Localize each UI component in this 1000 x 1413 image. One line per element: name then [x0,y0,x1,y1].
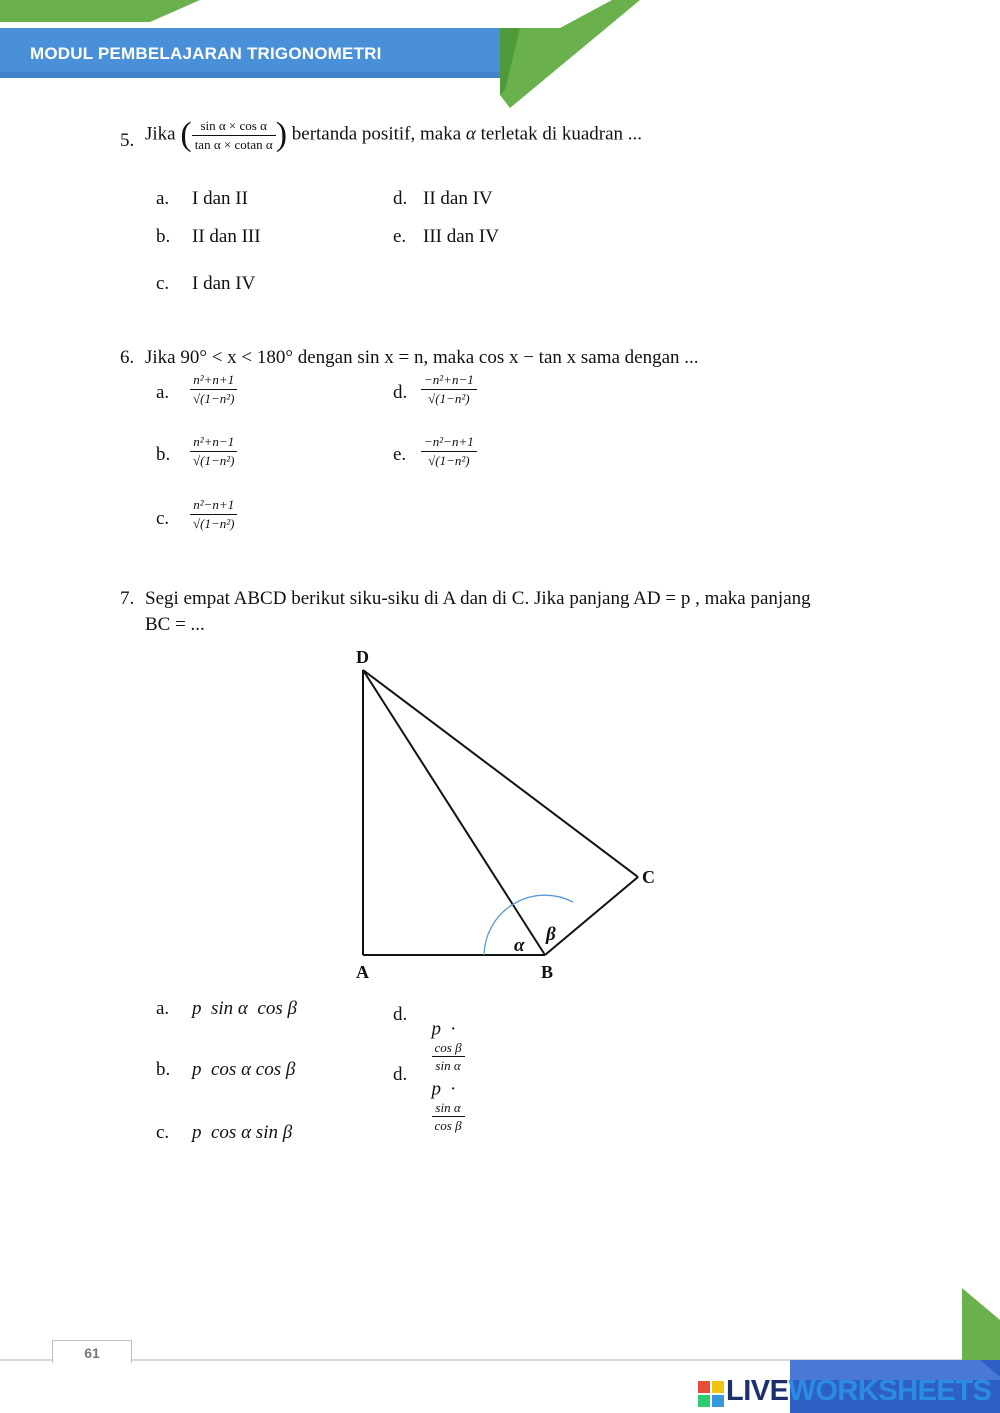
quadrilateral-figure [340,640,670,985]
liveworksheets-logo-icon [698,1381,724,1407]
q5-var: α [465,123,476,145]
q6-option-a-letter[interactable]: a. [156,382,170,403]
q5-option-a-letter[interactable]: a. [156,188,170,209]
q5-stem: Jika ( $\frac{\text{sin α × cos α}}{\text{tan α × cotan α}}$ ) bertanda positif, maka α terletak di kuadran ... [145,116,643,153]
q5-option-a[interactable]: I dan II [192,188,248,209]
q5-number: 5. [120,130,135,151]
q7-option-d1[interactable]: p · $\frac{\text{cos β}}{\text{sin α}}$ [422,996,465,1073]
q7-stem-line2: BC = ... [145,614,205,635]
q6-option-c[interactable]: $\frac{\text{n²−n+1}}{\text{√(1−n²)}}$ [190,498,237,530]
q7-option-d1-letter[interactable]: d. [393,1004,408,1025]
label-alpha: α [514,935,525,956]
q5-option-e[interactable]: III dan IV [423,226,499,247]
label-beta: β [546,924,556,945]
q7-option-a[interactable]: p sin α cos β [192,998,297,1019]
q7-option-b[interactable]: p cos α cos β [192,1059,296,1080]
q5-tail-a: bertanda positif, maka [291,123,462,145]
segment-BC [545,877,638,955]
q7-option-c-letter[interactable]: c. [156,1122,170,1143]
q6-option-b[interactable]: $\frac{\text{n²+n−1}}{\text{√(1−n²)}}$ [190,435,237,467]
segment-DC [363,670,638,877]
q6-option-d[interactable]: $\frac{\text{−n²+n−1}}{\text{√(1−n²)}}$ [421,373,477,405]
q7-number: 7. [120,588,135,609]
q6-option-c-letter[interactable]: c. [156,508,170,529]
segment-DB [363,670,545,955]
q6-option-b-letter[interactable]: b. [156,444,171,465]
q5-option-b-letter[interactable]: b. [156,226,171,247]
q7-option-c[interactable]: p cos α sin β [192,1122,293,1143]
q7-stem-line1: Segi empat ABCD berikut siku-siku di A dan di C. Jika panjang AD = p , maka panjang [145,588,811,609]
header-title: MODUL PEMBELAJARAN TRIGONOMETRI [30,44,382,63]
q5-tail-b: terletak di kuadran ... [480,123,643,145]
q6-stem: Jika 90° < x < 180° dengan sin x = n, maka cos x − tan x sama dengan ... [145,347,699,368]
angle-arc [484,895,573,955]
q6-option-e-letter[interactable]: e. [393,444,407,465]
q6-option-e[interactable]: $\frac{\text{−n²−n+1}}{\text{√(1−n²)}}$ [421,435,477,467]
liveworksheets-brand[interactable]: LIVEWORKSHEETS [726,1375,992,1407]
label-D: D [356,647,369,667]
q5-option-c-letter[interactable]: c. [156,273,170,294]
q5-fraction: $\frac{\text{sin α × cos α}}{\text{tan α × cotan α}}$ [192,119,276,151]
q5-option-b[interactable]: II dan III [192,226,261,247]
q6-option-a[interactable]: $\frac{\text{n²+n+1}}{\text{√(1−n²)}}$ [190,373,237,405]
label-B: B [541,962,554,982]
q7-option-a-letter[interactable]: a. [156,998,170,1019]
q7-option-b-letter[interactable]: b. [156,1059,171,1080]
q5-lead: Jika [145,123,176,145]
label-A: A [356,962,369,982]
q5-option-d-letter[interactable]: d. [393,188,408,209]
q5-option-c[interactable]: I dan IV [192,273,256,294]
label-C: C [642,867,655,887]
q7-option-d2[interactable]: p · $\frac{\text{sin α}}{\text{cos β}}$ [422,1056,465,1133]
q7-option-d2-letter[interactable]: d. [393,1064,408,1085]
page-number: 61 [52,1340,132,1363]
q6-number: 6. [120,347,135,368]
q6-option-d-letter[interactable]: d. [393,382,408,403]
q5-option-d[interactable]: II dan IV [423,188,493,209]
q5-option-e-letter[interactable]: e. [393,226,407,247]
